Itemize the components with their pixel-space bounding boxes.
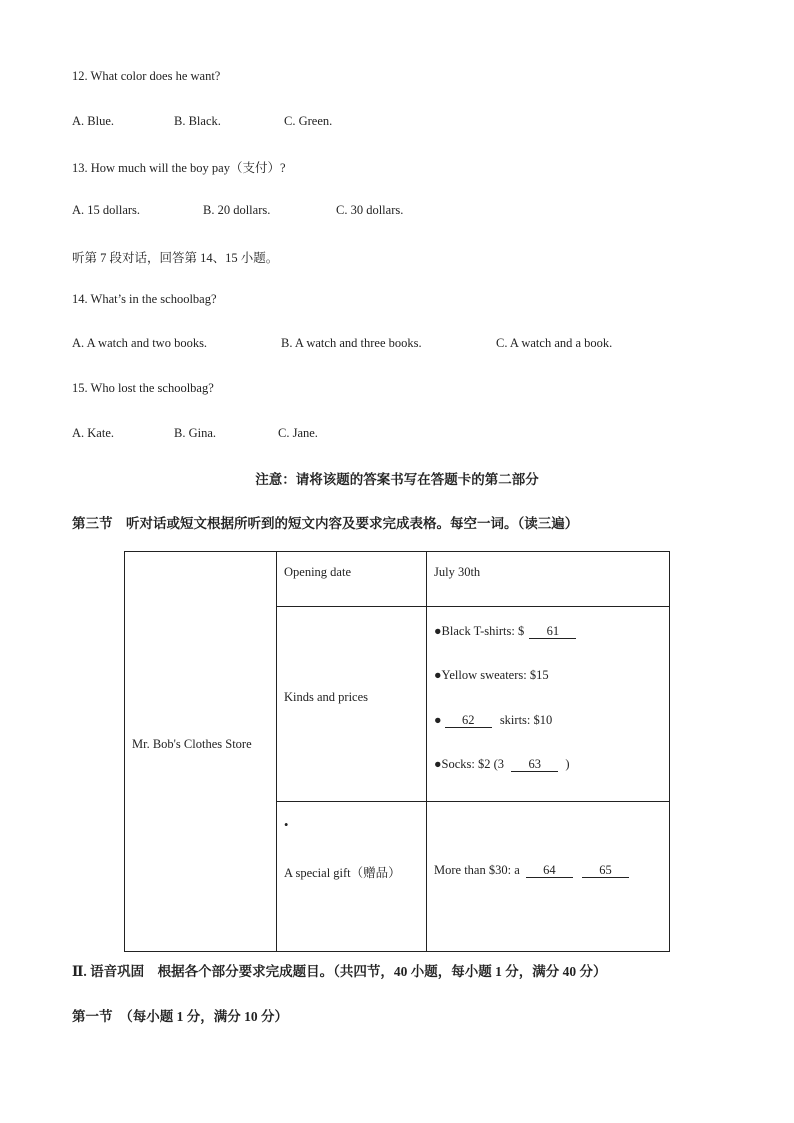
question-15-option-c: C. Jane. xyxy=(278,426,318,440)
bullet-mark: • xyxy=(284,818,289,832)
item-socks xyxy=(434,757,569,772)
question-13-option-b: B. 20 dollars. xyxy=(203,203,271,217)
table-divider xyxy=(426,551,427,952)
store-name: Mr. Bob's Clothes Store xyxy=(132,737,252,751)
item-tshirts xyxy=(434,624,576,639)
answer-sheet-notice: 注意：请将该题的答案书写在答题卡的第二部分 xyxy=(255,472,539,487)
opening-date-value: July 30th xyxy=(434,565,481,579)
opening-date-label: Opening date xyxy=(284,565,351,579)
question-13-stem: 13. How much will the boy pay（支付）? xyxy=(72,161,286,175)
item-skirts-bullet: ● xyxy=(434,713,442,727)
item-skirts xyxy=(434,713,552,728)
table-divider xyxy=(276,551,277,952)
dialogue-7-instruction: 听第 7 段对话，回答第 14、15 小题。 xyxy=(72,251,279,265)
kinds-prices-label: Kinds and prices xyxy=(284,690,369,704)
special-gift-rule xyxy=(434,863,629,878)
item-socks-text: ●Socks: $2 (3 xyxy=(434,757,505,771)
question-14-option-a: A. A watch and two books. xyxy=(72,336,208,350)
special-gift-label: A special gift（赠品） xyxy=(284,866,401,880)
question-12-option-b: B. Black. xyxy=(174,114,221,128)
blank-65[interactable]: 65 xyxy=(582,863,629,878)
blank-64[interactable]: 64 xyxy=(526,863,573,878)
item-sweaters: ●Yellow sweaters: $15 xyxy=(434,668,549,682)
special-gift-text: More than $30: a xyxy=(434,863,520,877)
question-15-option-a: A. Kate. xyxy=(72,426,114,440)
blank-63[interactable]: 63 xyxy=(511,757,558,772)
question-15-stem: 15. Who lost the schoolbag? xyxy=(72,381,214,395)
blank-61[interactable]: 61 xyxy=(529,624,576,639)
item-skirts-text: skirts: $10 xyxy=(499,713,553,727)
question-12-option-c: C. Green. xyxy=(284,114,333,128)
question-14-option-c: C. A watch and a book. xyxy=(496,336,613,350)
part-2-section-1-heading: 第一节 （每小题 1 分，满分 10 分） xyxy=(72,1009,288,1024)
question-12-option-a: A. Blue. xyxy=(72,114,115,128)
question-12-stem: 12. What color does he want? xyxy=(72,69,221,83)
table-divider xyxy=(276,606,670,607)
item-socks-close: ) xyxy=(565,757,570,771)
table-divider xyxy=(276,801,670,802)
question-14-stem: 14. What’s in the schoolbag? xyxy=(72,292,217,306)
question-13-option-a: A. 15 dollars. xyxy=(72,203,141,217)
part-2-heading: Ⅱ. 语音巩固 根据各个部分要求完成题目。（共四节，40 小题，每小题 1 分，满分 40 分） xyxy=(72,964,607,979)
blank-62[interactable]: 62 xyxy=(445,713,492,728)
question-14-option-b: B. A watch and three books. xyxy=(281,336,422,350)
section-3-heading: 第三节 听对话或短文根据所听到的短文内容及要求完成表格。每空一词。（读三遍） xyxy=(72,516,579,531)
item-tshirts-text: ●Black T-shirts: $ xyxy=(434,624,525,638)
question-13-option-c: C. 30 dollars. xyxy=(336,203,404,217)
question-15-option-b: B. Gina. xyxy=(174,426,217,440)
